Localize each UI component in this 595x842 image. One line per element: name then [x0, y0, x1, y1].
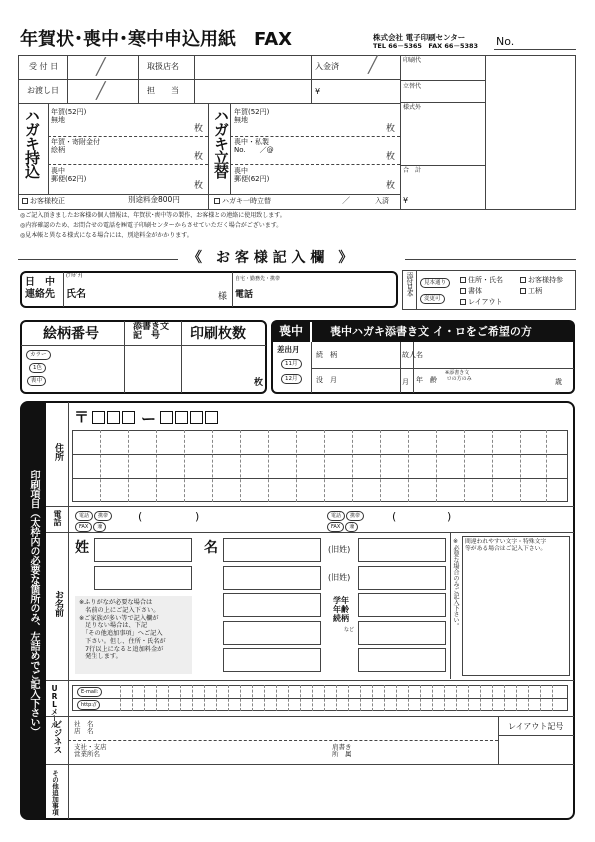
tatekae-row-2: 喪中・私製 No. ／@ — [234, 138, 274, 155]
print-qty-label: 印刷枚数 — [190, 326, 246, 342]
sei-label: 姓 — [75, 540, 89, 556]
note-line: ◎内容確認のため、お問合せの電話を㈱電子印刷センターからさせていただく場合がございます。 — [20, 222, 283, 229]
check-font[interactable]: 書体 — [460, 287, 482, 295]
tatekae-unit: 枚 — [386, 181, 396, 191]
address-label: 住所 — [53, 443, 63, 461]
mourning-label: 喪中 — [272, 321, 310, 342]
sample-as-is[interactable]: 見本通り — [420, 278, 450, 288]
postal-code-boxes[interactable]: ー — [92, 411, 220, 428]
total-label: 合 計 — [403, 167, 422, 174]
design-no-label: 絵柄番号 — [43, 326, 99, 342]
page-title: 年賀状･喪中･寒中申込用紙 FAX — [20, 29, 293, 50]
month-12[interactable]: 12月 — [281, 374, 302, 384]
order-number-line — [494, 49, 576, 50]
company-tel-fax: TEL 66－5365 FAX 66－5383 — [373, 42, 479, 50]
layout-no-label: レイアウト記号 — [508, 722, 564, 731]
mei-field-2[interactable] — [223, 566, 321, 590]
delivery-date-label: お渡し日 — [27, 86, 59, 95]
check-layout[interactable]: レイアウト — [460, 298, 502, 306]
order-number-label: No. — [496, 35, 515, 48]
business-label: ビジネス — [52, 720, 62, 754]
mei-field-5[interactable] — [223, 648, 321, 672]
received-date-label: 受 付 日 — [29, 62, 59, 71]
check-address[interactable]: 住所・氏名 — [460, 276, 503, 284]
mochikomi-unit: 枚 — [194, 152, 204, 162]
printing-fee-label: 印刷代 — [403, 57, 422, 64]
person-in-charge-label: 担 当 — [147, 86, 179, 95]
color-pill[interactable]: カラー — [26, 350, 51, 360]
mochikomi-unit: 枚 — [194, 124, 204, 134]
mochikomi-row-3: 喪中 郵便(62円) — [51, 167, 87, 184]
phone-1-close: ) — [195, 510, 200, 523]
hagaki-tatekae-title: ハガキ立替 — [212, 108, 230, 178]
sei-field[interactable] — [94, 538, 192, 562]
age-note: ※添書き文 ロの方のみ — [445, 370, 472, 382]
deceased-label: 故人名 — [402, 351, 423, 359]
check-pattern[interactable]: 工柄 — [520, 287, 542, 295]
phone-type-2[interactable]: 電話 携帯 FAX 兼 — [327, 510, 365, 532]
note-line: ◎見本帳と異なる様式になる場合には、別途料金がかかります。 — [20, 232, 193, 239]
qty-unit: 枚 — [254, 378, 264, 388]
extra-fee-label: 別途料金800円 — [128, 195, 180, 204]
temp-return-check[interactable]: ハガキ一時立替 — [214, 197, 271, 205]
address-grid[interactable] — [72, 430, 568, 502]
attached-label: 添付見本 — [406, 272, 414, 296]
old-name-field-2[interactable] — [358, 566, 446, 590]
send-month-label: 差出月 — [277, 345, 300, 354]
company-name: 株式会社 電子印刷センター — [373, 33, 466, 42]
mei-field-4[interactable] — [223, 621, 321, 645]
age-field-3[interactable] — [358, 648, 446, 672]
makeup-fee-label: 立替代 — [403, 83, 422, 90]
http-pill: http:// — [77, 700, 101, 710]
tatekae-unit: 枚 — [386, 152, 396, 162]
date-slash: ╱ — [96, 57, 106, 76]
phone-2-close: ) — [447, 510, 452, 523]
other-label: その他追加事項 — [51, 770, 59, 816]
age-field-1[interactable] — [358, 593, 446, 617]
month-11[interactable]: 11月 — [281, 359, 302, 369]
hagaki-mochikomi-title: ハガキ持込 — [23, 108, 41, 178]
special-chars-box[interactable] — [462, 536, 570, 676]
mei-field-1[interactable] — [223, 538, 321, 562]
date-slash: ╱ — [96, 81, 106, 100]
mei-field-3[interactable] — [223, 593, 321, 617]
note-no-label: 添書き文 記 号 — [133, 322, 170, 341]
office-column-divider — [400, 55, 401, 210]
postal-mark: 〒 — [74, 408, 90, 426]
month-unit: 月 — [402, 378, 409, 386]
tatekae-row-1: 年賀(52円) 無地 — [234, 108, 270, 125]
mono-pill[interactable]: 1色 — [29, 363, 46, 373]
payment-slash: ╱ — [368, 55, 378, 74]
mourning-pill[interactable]: 喪中 — [27, 376, 46, 386]
note-line: ◎ご記入頂きましたお客様の個人情報は、年賀状･喪中等の製作、お客様との連絡に使用致します。 — [20, 212, 286, 219]
check-customer-bring[interactable]: お客様持参 — [520, 276, 563, 284]
mochikomi-row-2: 年賀・寄附金付 絵柄 — [51, 138, 100, 155]
payment-label: 入金済 — [315, 62, 339, 71]
names-label: お名前 — [53, 590, 63, 617]
temp-return-paid: 入済 — [375, 197, 389, 205]
position-label: 肩書き 所 属 — [332, 743, 352, 759]
payment-yen: ¥ — [315, 87, 321, 96]
death-month-label: 没 月 — [316, 376, 337, 384]
phone-1-open: ( — [138, 510, 143, 523]
customer-name-label: 氏名 — [66, 289, 86, 300]
age-relation-label: 学年 年齢 続柄 — [333, 596, 349, 624]
mochikomi-row-1: 年賀(52円) 無地 — [51, 108, 87, 125]
total-yen: ¥ — [403, 196, 409, 205]
store-name-label: 取扱店名 — [147, 62, 179, 71]
style-extra-label: 様式外 — [403, 104, 422, 111]
special-chars-note: 間違われやすい文字・特殊文字 等がある場合はご記入下さい。 — [465, 539, 547, 552]
age-unit: 歳 — [555, 378, 562, 386]
mochikomi-unit: 枚 — [194, 181, 204, 191]
age-label: 年 齢 — [416, 376, 437, 384]
furigana-small: (ﾌﾘｶﾞﾅ) — [66, 273, 83, 279]
old-name-label: (旧姓) — [328, 573, 351, 582]
print-items-label: 印刷項目（太枠内の必要な箇所のみ、左詰めでご記入下さい） — [28, 470, 39, 736]
print-phone-label: 電話 — [53, 510, 62, 526]
phone-type-1[interactable]: 電話 携帯 FAX 兼 — [75, 510, 113, 532]
old-name-field-1[interactable] — [358, 538, 446, 562]
sample-changeable[interactable]: 変更可 — [420, 294, 445, 304]
phone-2-open: ( — [392, 510, 397, 523]
old-name-label: (旧姓) — [328, 545, 351, 554]
phone-label: 電話 — [235, 290, 254, 300]
branch-label: 支社・支店 営業所名 — [74, 743, 107, 759]
temp-return-slash: ／ — [342, 196, 350, 205]
day-contact-label: 日 中 連絡先 — [25, 277, 55, 300]
section-title: 《 お 客 様 記 入 欄 》 — [188, 250, 353, 266]
furigana-note: ※ふりがなが必要な場合は 名前の上にご記入下さい。 ※ご家族が多い等で記入欄が 足りない場合は、下記 「その他追加事項」へご記入 下さい。但し、住所・氏名が 7行以上になると追加料金が 発生します。 — [79, 599, 166, 661]
sei-field-2[interactable] — [94, 566, 192, 590]
mourning-header: 喪中ハガキ添書き文 イ・ロをご希望の方 — [312, 321, 574, 342]
mei-label: 名 — [204, 540, 218, 556]
proofread-check[interactable]: お客様校正 — [22, 197, 65, 205]
tatekae-unit: 枚 — [386, 124, 396, 134]
vertical-note: ※必要な場合のみご記入下さい。 — [452, 538, 459, 629]
url-mail-label: URLメール — [50, 684, 59, 728]
company-name-label: 社 名 店 名 — [74, 720, 94, 736]
other-field[interactable] — [70, 766, 570, 816]
tatekae-row-3: 喪中 郵便(62円) — [234, 167, 270, 184]
nado-label: など — [344, 627, 355, 633]
age-field-2[interactable] — [358, 621, 446, 645]
phone-small: 自宅・勤務先・携帯 — [235, 276, 281, 282]
email-pill: E-mail: — [77, 687, 103, 697]
relation-label: 続 柄 — [316, 351, 337, 359]
sama-label: 様 — [218, 292, 228, 302]
